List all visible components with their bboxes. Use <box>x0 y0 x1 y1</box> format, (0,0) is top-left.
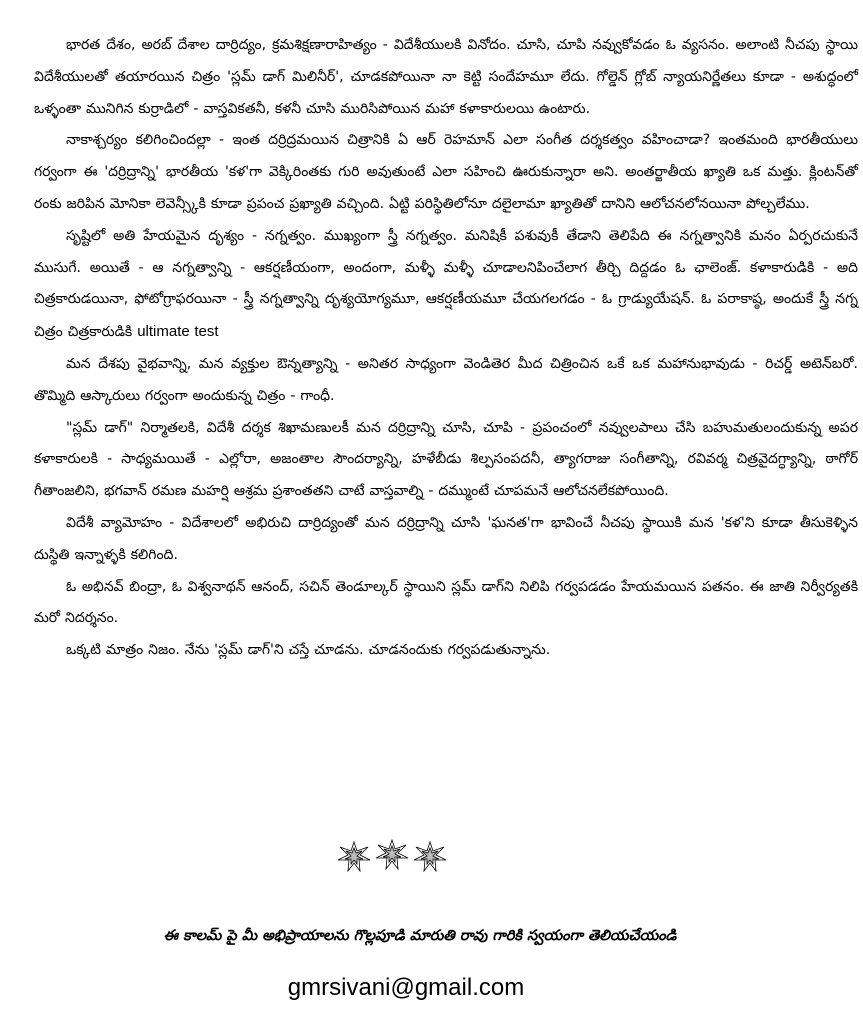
paragraph: నాకాశ్చర్యం కలిగించిందల్లా - ఇంత దర్రిద్రమయిన చిత్రానికి ఏ ఆర్ రెహమాన్ ఎలా సంగీత దర్శకత్వం వహించాడా? ఇంతమంది భారతీయులు గర్వంగా ఈ 'దర్రిద్రాన్ని' భారతీయ 'కళ'గా వెక్కిరింతకు గురి అవుతుంటే ఎలా సహించి ఊరుకున్నారా అని. అంతర్జాతీయ ఖ్యాతి ఒక మత్తు. క్లింటన్‌తో రంకు జరిపిన మోనికా లెవెన్స్కీకి కూడా ప్రపంచ ప్రఖ్యాతి వచ్చింది. ఏట్టి పరిస్థితిలోనూ దలైలామా ఖ్యాతితో దానిని ఆలోచనలోనయినా పోల్చలేము. <box>34 132 858 212</box>
contact-email: gmrsivani@gmail.com <box>287 974 525 1001</box>
paragraph: మన దేశపు వైభవాన్ని, మన వ్యక్తుల ఔన్నత్యాన్ని - అనితర సాధ్యంగా వెండితెర మీద చిత్రించిన ఒకే ఒక మహానుభావుడు - రిచర్డ్ అటెన్‌బరో. తొమ్మిది ఆస్కారులు గర్వంగా అందుకున్న చిత్రం - గాంధీ. <box>34 355 858 404</box>
paragraph: "స్లమ్ డాగ్" నిర్మాతలకి, విదేశీ దర్శక శిఖామణులకీ మన దర్రిద్రాన్ని చూసి, చూపి - ప్రపంచంలో నవ్వులపాలు చేసి బహుమతులందుకున్న అపర కళాకారులకి - సాధ్యమయితే - ఎల్లోరా, అజంతాల సౌందర్యాన్ని, హళేబీడు శిల్పసంపదనీ, త్యాగరాజు సంగీతాన్ని, రవివర్మ చిత్రవైదగ్ధ్యాన్ని, ఠాగోర్ గీతాంజలిని, భగవాన్ రమణ మహర్షి ఆశ్రమ ప్రశాంతతని చాటే వాస్తవాల్ని - దమ్ముంటే చూపమనే ఆలోచనలేకపోయింది. <box>34 419 858 500</box>
ultimate-test-text: ultimate test <box>137 323 219 341</box>
paragraph: భారత దేశం, అరబ్ దేశాల దార్రిద్యం, క్రమశిక్షణారాహిత్యం - విదేశీయులకి వినోదం. చూసి, చూపి నవ్వుకోవడం ఓ వ్యసనం. అలాంటి నీచపు స్థాయి విదేశీయులతో తయారయిన చిత్రం 'స్లమ్ డాగ్ మిలినీర్', చూడకపోయినా నా కెట్టి సందేహమూ లేదు. గోల్డెన్ గ్లోబ్ న్యాయనిర్ణేతలు కూడా - అశుద్ధంలో ఒళ్ళంతా మునిగిన కుర్రాడిలో - వాస్తవికతనీ, కళనీ చూసి మురిసిపోయిన మహా కళాకారులయి ఉంటారు. <box>34 37 858 117</box>
paragraph-text: సృష్టిలో అతి హేయమైన దృశ్యం - నగ్నత్వం. ముఖ్యంగా స్త్రీ నగ్నత్వం. మనిషికీ పశువుకీ తేడాని తెలిపేది ఈ నగ్నత్వానికి మనం ఏర్పరచుకునే ముసుగే. అయితే - ఆ నగ్నత్వాన్ని - ఆకర్షణీయంగా, అందంగా, మళ్ళీ మళ్ళీ చూడాలనిపించేలాగ తీర్చి దిద్దడం ఓ ఛాలెంజ్. కళాకారుడికి - అది చిత్రకారుడయినా, ఫోటోగ్రాఫరయినా - స్త్రీ నగ్నత్వాన్ని దృశ్యయోగ్యమూ, ఆకర్షణీయమూ చేయగలగడం - ఓ గ్రాడ్యుయేషన్. ఓ పరాకాష్ఠ, అందుకే స్త్రీ నగ్న చిత్రం చిత్రకారుడికి <box>34 227 858 341</box>
feedback-note: ఈ కాలమ్ పై మీ అభిప్రాయాలను గొల్లపూడి మారుతి రావు గారికి స్వయంగా తెలియచేయండి <box>163 928 677 944</box>
paragraph <box>34 221 858 349</box>
paragraph: ఓ అభినవ్ బింద్రా, ఓ విశ్వనాథన్ ఆనంద్, సచిన్ తెండూల్కర్ స్థాయిని స్లమ్ డాగ్‌ని నిలిపి గర్వపడడం హేయమయిన పతనం. ఈ జాతి నిర్వీర్యతకి మరో నిదర్శనం. <box>34 578 858 627</box>
paragraph: ఒక్కటి మాత్రం నిజం. నేను 'స్లమ్ డాగ్'ని చస్తే చూడను. చూడనందుకు గర్వపడుతున్నాను. <box>66 642 551 659</box>
article-body <box>34 30 858 667</box>
paragraph: విదేశీ వ్యామోహం - విదేశాలలో అభిరుచి దార్రిద్యంతో మన దర్రిద్రాన్ని చూసి 'ఘనత'గా భావించే నీచపు స్థాయికి మన 'కళ'ని కూడా తీసుకెళ్ళిన దుస్థితి ఇన్నాళ్ళకి కలిగింది. <box>34 514 858 563</box>
starburst-ornament-icon <box>334 836 450 876</box>
